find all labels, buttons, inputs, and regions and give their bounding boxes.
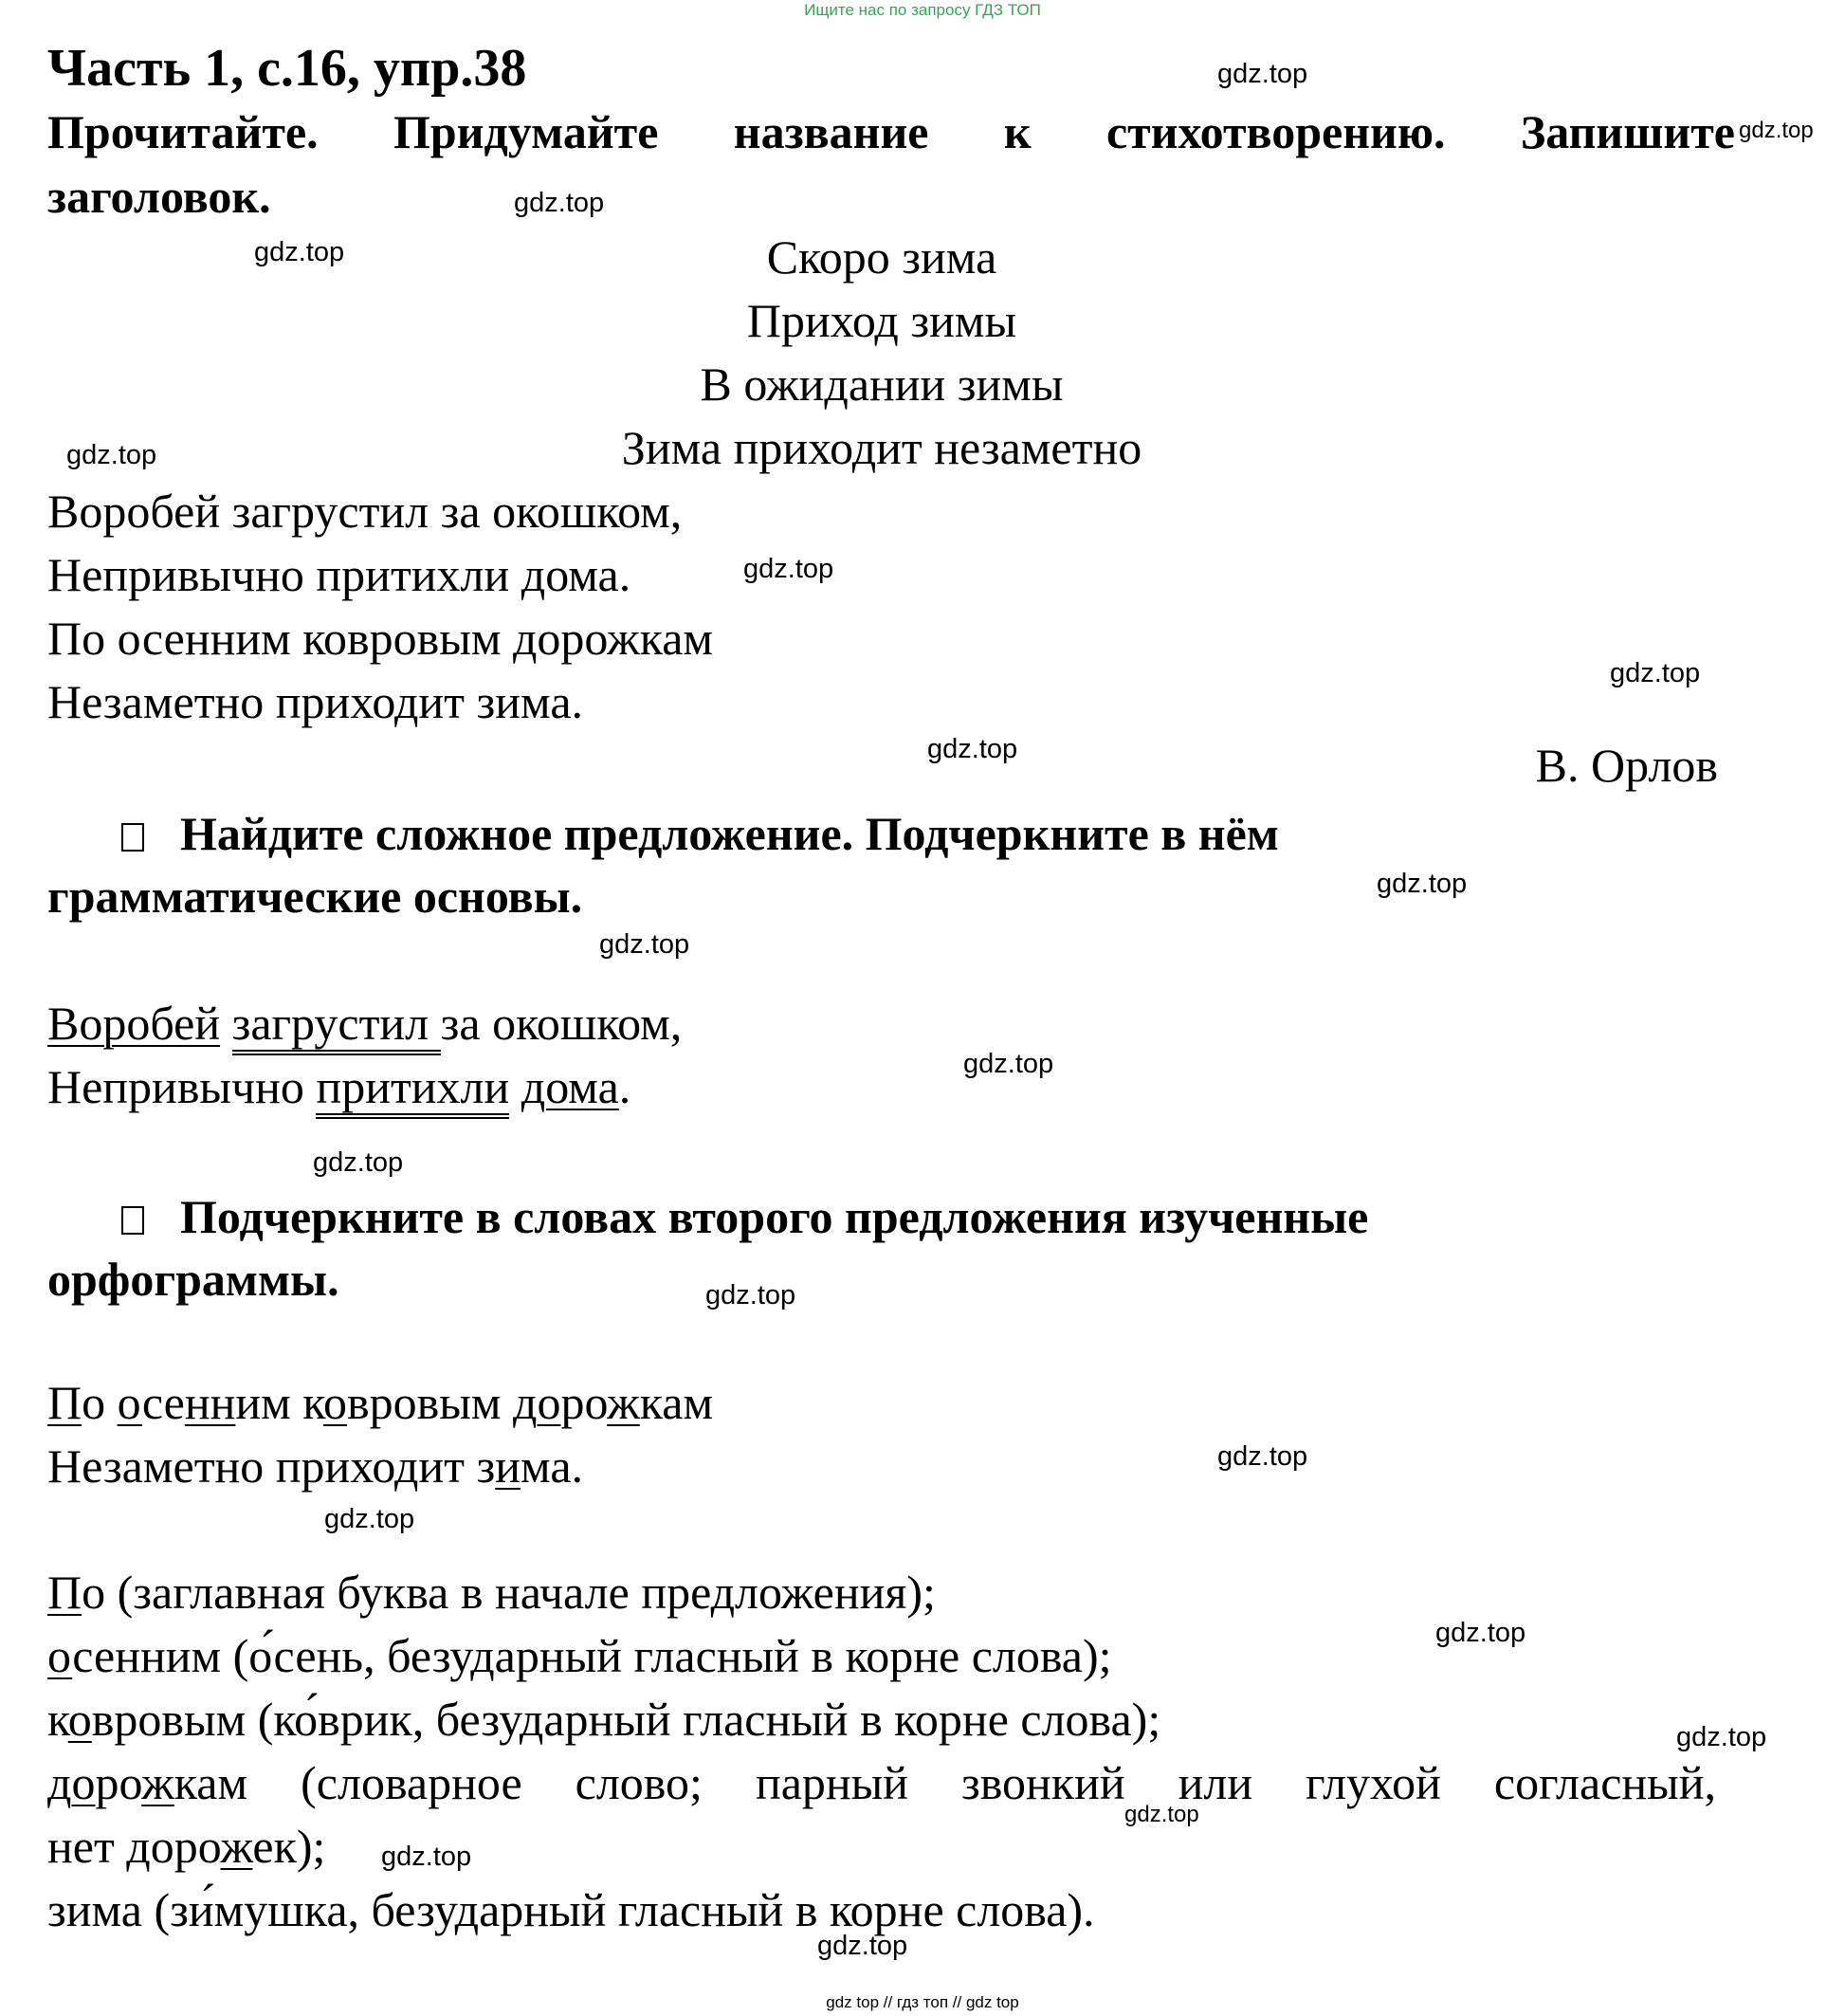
explanation-line: [47, 1565, 936, 1620]
text-segment: к: [47, 1693, 68, 1746]
checkbox-icon: [121, 823, 144, 852]
watermark: gdz.top: [1739, 118, 1814, 143]
orthogram-underline: ж: [220, 1820, 253, 1873]
task1-word: Прочитайте.: [47, 105, 319, 158]
orthogram-underline: ж: [141, 1756, 174, 1809]
text-segment: Незаметно приходит з: [47, 1439, 496, 1493]
text-segment: нет доро: [47, 1820, 221, 1873]
watermark: gdz.top: [313, 1147, 404, 1178]
title-option: Зима приходит незаметно: [621, 421, 1142, 474]
task1-line1: [47, 104, 1735, 159]
text-segment: кам (словарное слово; парный звонкий или глухой согласный,: [174, 1756, 1716, 1809]
page-title: Часть 1, с.16, упр.38: [47, 39, 527, 98]
watermark: gdz.top: [1217, 59, 1308, 89]
poem-line: Незаметно приходит зима.: [47, 675, 584, 728]
task1-word: Придумайте: [393, 105, 659, 158]
poem-line: По осенним ковровым дорожкам: [47, 612, 714, 665]
task1-line2: заголовок.: [47, 170, 271, 223]
poem-line: Воробей загрустил за окошком,: [47, 485, 683, 538]
text-segment: д: [47, 1756, 72, 1809]
watermark: gdz.top: [963, 1049, 1054, 1079]
text-segment: о: [82, 1376, 118, 1429]
watermark: gdz.top: [254, 237, 345, 267]
task1-word: название: [733, 105, 929, 158]
watermark: gdz.top: [66, 440, 157, 470]
title-option: Приход зимы: [746, 294, 1017, 347]
text-segment: кам: [639, 1376, 714, 1429]
orthogram-underline: о: [537, 1376, 561, 1429]
top-banner: Ищите нас по запросу ГДЗ ТОП: [804, 1, 1041, 19]
watermark: gdz.top: [743, 554, 834, 584]
text-segment: зима (зи́мушка, безударный гласный в корне слова).: [47, 1883, 1095, 1936]
orthogram-underline: о: [71, 1756, 96, 1809]
task1-word: Запишите: [1520, 105, 1735, 158]
text-segment: вровым: [347, 1376, 513, 1429]
watermark: gdz.top: [1124, 1802, 1199, 1827]
watermark: gdz.top: [1435, 1618, 1526, 1648]
subject-underline: Воробей: [47, 997, 221, 1050]
text-segment: сенним (о́сень, безударный гласный в корне слова);: [72, 1629, 1112, 1682]
text-segment: ек);: [252, 1820, 326, 1873]
orthogram-underline: и: [495, 1439, 521, 1493]
watermark: gdz.top: [1377, 869, 1468, 899]
task2-line1: [121, 806, 1279, 861]
text-segment: ро: [95, 1756, 142, 1809]
watermark: gdz.top: [705, 1280, 796, 1310]
explanation-line: [47, 1755, 1716, 1810]
text-segment: ро: [560, 1376, 608, 1429]
watermark: gdz.top: [381, 1842, 472, 1872]
title-option: В ожидании зимы: [700, 357, 1064, 411]
task3-line2: орфограммы.: [47, 1253, 339, 1306]
answer2-line1: Воробей загрустил за окошком,: [47, 996, 682, 1051]
task3-line1: [121, 1189, 1368, 1244]
text-segment: се: [141, 1376, 185, 1429]
watermark: gdz.top: [1610, 658, 1701, 688]
answer3-line2: [47, 1439, 583, 1494]
watermark: gdz.top: [514, 188, 605, 218]
title-option: Скоро зима: [766, 230, 997, 284]
task3-text: Подчеркните в словах второго предложения изученные: [180, 1190, 1369, 1243]
watermark: gdz.top: [1217, 1441, 1308, 1472]
text-segment: ма.: [521, 1439, 584, 1493]
orthogram-underline: о: [323, 1376, 348, 1429]
answer3-line1: [47, 1375, 713, 1430]
explanation-line: [47, 1628, 1112, 1683]
orthogram-underline: нн: [184, 1376, 236, 1429]
checkbox-icon: [121, 1206, 144, 1235]
orthogram-underline: о: [67, 1693, 92, 1746]
orthogram-underline: ж: [607, 1376, 640, 1429]
predicate-underline: притихли: [316, 1060, 509, 1119]
task2-text: Найдите сложное предложение. Подчеркните в нём: [180, 807, 1279, 860]
task1-word: к: [1003, 105, 1032, 158]
orthogram-underline: П: [47, 1376, 82, 1429]
watermark: gdz.top: [1676, 1722, 1767, 1752]
poem-author: В. Орлов: [1535, 739, 1718, 792]
task2-line2: грамматические основы.: [47, 870, 583, 923]
subject-underline: дома: [521, 1060, 619, 1113]
text-segment: им: [235, 1376, 303, 1429]
task1-word: стихотворению.: [1105, 105, 1446, 158]
poem-line: Непривычно притихли дома.: [47, 548, 631, 601]
watermark: gdz.top: [817, 1931, 908, 1961]
text-segment: о (заглавная буква в начале предложения);: [82, 1566, 936, 1619]
text-segment: вровым (ко́врик, безударный гласный в корне слова);: [91, 1693, 1161, 1746]
explanation-line: [47, 1819, 325, 1874]
orthogram-underline: П: [47, 1566, 82, 1619]
predicate-underline: загрустил: [232, 997, 441, 1055]
watermark: gdz.top: [599, 929, 690, 960]
watermark: gdz.top: [927, 734, 1018, 764]
answer2-line2: Непривычно притихли дома.: [47, 1059, 630, 1114]
text-segment: д: [513, 1376, 538, 1429]
orthogram-underline: о: [117, 1376, 142, 1429]
explanation-line: [47, 1692, 1160, 1747]
watermark: gdz.top: [324, 1504, 415, 1534]
bottom-banner: gdz top // гдз топ // gdz top: [826, 1993, 1019, 2011]
explanation-line: [47, 1882, 1095, 1937]
text-segment: к: [302, 1376, 324, 1429]
orthogram-underline: о: [47, 1629, 73, 1682]
